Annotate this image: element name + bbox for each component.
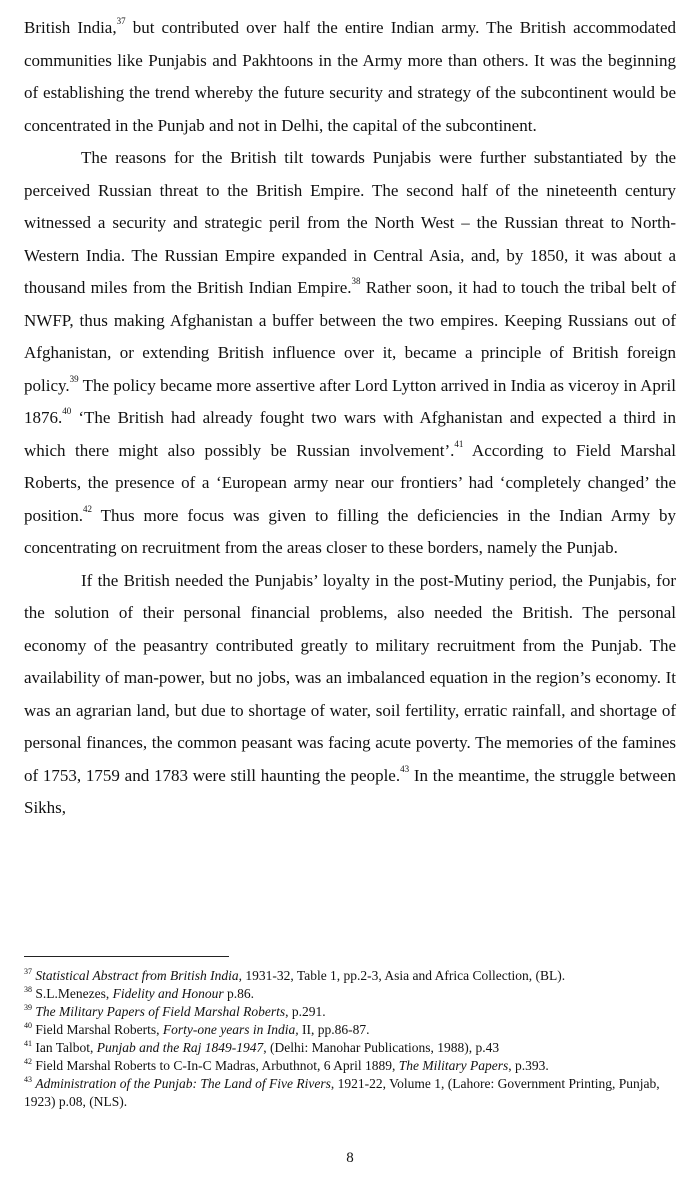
- citation-text: , p.393.: [508, 1058, 549, 1073]
- citation-title: Fidelity and Honour: [112, 986, 224, 1001]
- citation-text: S.L.Menezes,: [35, 986, 113, 1001]
- text-run: The reasons for the British tilt towards Punjabis were further substantiated by the perceived Russian threat to the British Empire. The second half of the nineteenth century witnessed a security and strategic peril from the North West – the Russian threat to North-Western India. The Russian Empire expanded in Central Asia, and, by 1850, it was about a thousand miles from the British Indian Empire.: [24, 148, 676, 297]
- footnote: [24, 1057, 676, 1075]
- citation-title: Punjab and the Raj 1849-1947: [96, 1040, 264, 1055]
- footnote: [24, 1021, 676, 1039]
- text-run: If the British needed the Punjabis’ loyalty in the post-Mutiny period, the Punjabis, for the solution of their personal financial problems, also needed the British. The personal economy of the peasantry contributed greatly to military recruitment from the Punjab. The availability of man-power, but no jobs, was an imbalanced equation in the region’s economy. It was an agrarian land, but due to shortage of water, soil fertility, erratic rainfall, and shortage of personal finances, the common peasant was facing acute poverty. The memories of the famines of 1753, 1759 and 1783 were still haunting the people.: [24, 570, 676, 785]
- footnote-number: 43: [24, 1074, 32, 1084]
- text-run: British India,: [24, 18, 117, 37]
- footnote: [24, 967, 676, 985]
- text-run: The policy became more assertive after Lord Lytton arrived in India as viceroy in April 1876.: [24, 375, 676, 427]
- citation-title: Statistical Abstract from British India: [35, 968, 239, 983]
- text-run: but contributed over half the entire Indian army. The British accommodated communities like Punjabis and Pakhtoons in the Army more than others. It was the beginning of establishing the trend whereby the future security and strategy of the subcontinent would be concentrated in the Punjab and not in Delhi, the capital of the subcontinent.: [24, 18, 676, 135]
- text-run: According to Field Marshal Roberts, the presence of a ‘European army near our frontiers’ had ‘completely changed’ the position.: [24, 440, 676, 525]
- citation-text: , 1921-22, Volume 1, (Lahore: Government Printing, Punjab, 1923) p.08, (NLS).: [24, 1076, 660, 1109]
- citation-text: II, pp.86-87.: [298, 1022, 370, 1037]
- document-page: [24, 12, 676, 825]
- text-run: ‘The British had already fought two wars with Afghanistan and expected a third in which there might also possibly be Russian involvement’.: [24, 408, 676, 460]
- citation-text: Field Marshal Roberts to C-In-C Madras, Arbuthnot, 6 April 1889,: [35, 1058, 399, 1073]
- footnote: [24, 985, 676, 1003]
- footnote-reference: 40: [62, 406, 72, 417]
- footnote-reference: 43: [400, 763, 410, 774]
- citation-title: Administration of the Punjab: The Land of Five Rivers: [35, 1076, 331, 1091]
- footnote-number: 42: [24, 1056, 32, 1066]
- paragraph: [24, 12, 676, 142]
- footnote-number: 41: [24, 1038, 32, 1048]
- paragraph: [24, 142, 676, 565]
- citation-title: The Military Papers: [398, 1058, 509, 1073]
- citation-text: , p.291.: [285, 1004, 326, 1019]
- citation-text: , 1931-32, Table 1, pp.2-3, Asia and Africa Collection, (BL).: [238, 968, 566, 983]
- citation-text: , (Delhi: Manohar Publications, 1988), p.43: [263, 1040, 500, 1055]
- footnote-number: 39: [24, 1002, 32, 1012]
- footnote-reference: 39: [69, 373, 79, 384]
- footnote-number: 37: [24, 966, 32, 976]
- footnote-number: 40: [24, 1020, 32, 1030]
- citation-text: p.86.: [223, 986, 254, 1001]
- body-text: [24, 12, 676, 825]
- footnote-separator: [24, 956, 229, 957]
- citation-title: The Military Papers of Field Marshal Roberts: [35, 1004, 286, 1019]
- footnote-number: 38: [24, 984, 32, 994]
- footnote: [24, 1075, 676, 1111]
- footnote: [24, 1003, 676, 1021]
- paragraph: [24, 565, 676, 825]
- footnote-reference: 42: [83, 503, 93, 514]
- footnote-reference: 37: [116, 16, 126, 27]
- footnote-reference: 38: [351, 276, 361, 287]
- text-run: In the meantime, the struggle between Sikhs,: [24, 765, 676, 817]
- page-number: 8: [346, 1150, 354, 1166]
- citation-title: Forty-one years in India,: [162, 1022, 299, 1037]
- text-run: Rather soon, it had to touch the tribal belt of NWFP, thus making Afghanistan a buffer between the two empires. Keeping Russians out of Afghanistan, or extending British influence over it, became a principle of British foreign policy.: [24, 278, 676, 395]
- footnote: [24, 1039, 676, 1057]
- footnotes: [24, 967, 676, 1111]
- citation-text: Field Marshal Roberts,: [35, 1022, 163, 1037]
- footnote-reference: 41: [454, 438, 464, 449]
- text-run: Thus more focus was given to filling the deficiencies in the Indian Army by concentrating on recruitment from the areas closer to these borders, namely the Punjab.: [24, 505, 676, 557]
- citation-text: Ian Talbot,: [35, 1040, 97, 1055]
